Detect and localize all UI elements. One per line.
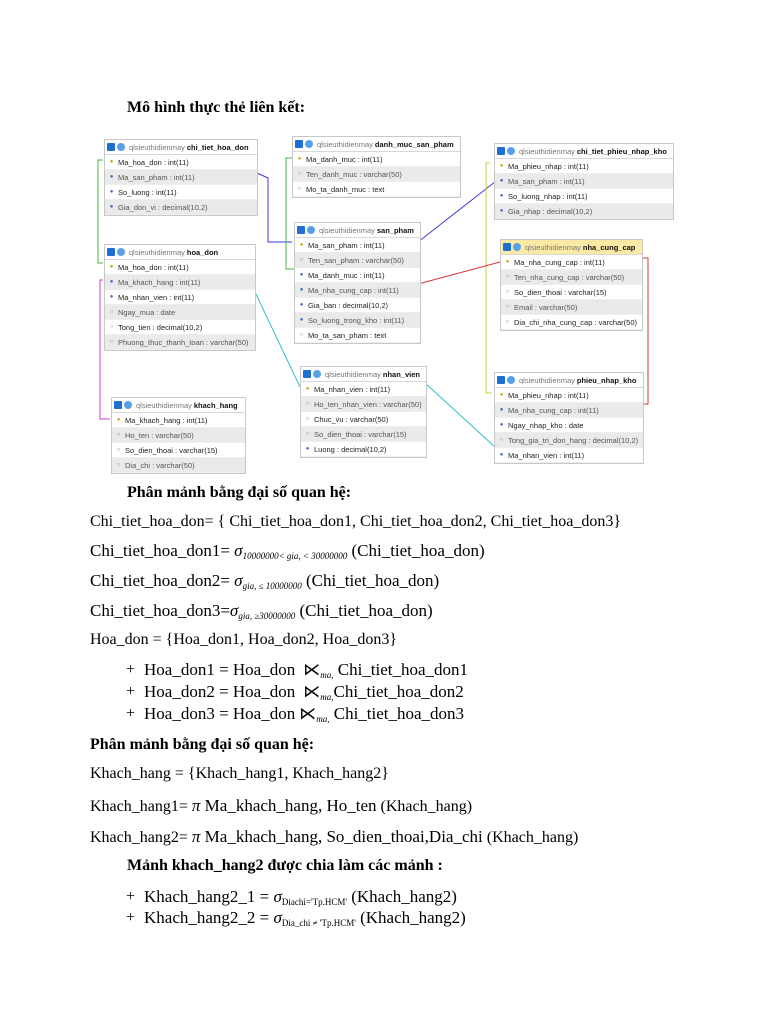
cthd-fragment-1: Chi_tiet_hoa_don1= $\sigma_{10000000< gia, < 30000000}$ (Chi_tiet_hoa_don) <box>90 541 485 561</box>
kh-fragment-1: Khach_hang1= π Ma_khach_hang, Ho_ten (Khach_hang) <box>90 796 473 815</box>
table-hoa-don: qlsieuthidienmay hoa_don ● Ma_hoa_don : int(11) ● Ma_khach_hang : int(11) ● Ma_nhan_vien : int(11) ○ Ngay_mua : date ○ Tong_tien : decimal(10,2) ○ Phuong_thuc_thanh_toan : varchar(50) <box>104 244 256 351</box>
kh-fragment-set: Khach_hang = {Khach_hang1, Khach_hang2} <box>90 765 389 782</box>
bullet-plus: + <box>126 909 136 926</box>
kh-fragment-2: Khach_hang2= π Ma_khach_hang, So_dien_thoai,Dia_chi (Khach_hang) <box>90 827 579 846</box>
hd-fragment-3: Hoa_don3 = Hoa_don $⋉_{ma,}$ Chi_tiet_hoa_don3 <box>144 704 465 724</box>
kh2-fragment-1: Khach_hang2_1 = $\sigma_{Diachi='Tp.HCM'}$ (Khach_hang2) <box>144 887 457 907</box>
er-diagram <box>0 0 768 470</box>
bullet-plus: + <box>126 683 136 700</box>
kh2-fragment-2: Khach_hang2_2 = $\sigma_{Dia\_chi \ne 'Tp.HCM'}$ (Khach_hang2) <box>144 908 466 928</box>
link-cthd-sanpham <box>257 173 292 242</box>
link-ctpnk-phieunhap <box>486 163 492 393</box>
bullet-plus: + <box>126 661 136 678</box>
table-chi-tiet-hoa-don: qlsieuthidienmay chi_tiet_hoa_don ● Ma_hoa_don : int(11) ● Ma_san_pham : int(11) ● So_luong : int(11) ● Gia_don_vi : decimal(10,2) <box>104 139 258 216</box>
hd-fragment-1: Hoa_don1 = Hoa_don $⋉_{ma,}$ Chi_tiet_hoa_don1 <box>144 660 469 680</box>
section-title-er-model: Mô hình thực thẻ liên kết: <box>127 99 306 116</box>
table-san-pham: qlsieuthidienmay san_pham ● Ma_san_pham : int(11) ○ Ten_san_pham : varchar(50) ● Ma_danh_muc : int(11) ● Ma_nha_cung_cap : int(11) ● Gia_ban : decimal(10,2) ● So_luong_trong_kho : int(11) ○ Mo_ta_san_pham : text <box>294 222 421 344</box>
section-title-khach-hang2-split: Mảnh khach_hang2 được chia làm các mảnh : <box>127 857 443 874</box>
table-nha-cung-cap: qlsieuthidienmay nha_cung_cap ● Ma_nha_cung_cap : int(11) ○ Ten_nha_cung_cap : varchar(50) ○ So_dien_thoai : varchar(15) ○ Email : varchar(50) ○ Dia_chi_nha_cung_cap : varchar(50) <box>500 239 643 331</box>
bullet-plus: + <box>126 705 136 722</box>
link-nhacungcap-sanpham <box>418 262 500 284</box>
cthd-fragment-3: $Chi\_tiet\_hoa\_don3=\sigma_{gia, \ge 30000000}$ (Chi_tiet_hoa_don) <box>90 601 433 621</box>
table-danh-muc-san-pham: qlsieuthidienmay danh_muc_san_pham ● Ma_danh_muc : int(11) ○ Ten_danh_muc : varchar(50) ○ Mo_ta_danh_muc : text <box>292 136 461 198</box>
cthd-fragment-set: Chi_tiet_hoa_don= { Chi_tiet_hoa_don1, Chi_tiet_hoa_don2, Chi_tiet_hoa_don3} <box>90 513 622 530</box>
link-cthd-hoadon <box>98 160 103 263</box>
bullet-plus: + <box>126 888 136 905</box>
table-nhan-vien: qlsieuthidienmay nhan_vien ● Ma_nhan_vien : int(11) ○ Ho_ten_nhan_vien : varchar(50) ○ Chuc_vu : varchar(50) ○ So_dien_thoai : varchar(15) ● Luong : decimal(10,2) <box>300 366 427 458</box>
table-phieu-nhap-kho: qlsieuthidienmay phieu_nhap_kho ● Ma_phieu_nhap : int(11) ● Ma_nha_cung_cap : int(11) ● Ngay_nhap_kho : date ○ Tong_gia_tri_don_hang : decimal(10,2) ● Ma_nhan_vien : int(11) <box>494 372 644 464</box>
section-title-fragmentation-2: Phân mảnh bằng đại số quan hệ: <box>90 736 315 753</box>
table-chi-tiet-phieu-nhap-kho: qlsieuthidienmay chi_tiet_phieu_nhap_kho ● Ma_phieu_nhap : int(11) ● Ma_san_pham : int(11) ● So_luong_nhap : int(11) ● Gia_nhap : decimal(10,2) <box>494 143 674 220</box>
section-title-fragmentation-1: Phân mảnh bằng đại số quan hệ: <box>127 484 352 501</box>
cthd-fragment-2: Chi_tiet_hoa_don2= $\sigma_{gia, \le 10000000}$ (Chi_tiet_hoa_don) <box>90 571 440 591</box>
hd-fragment-2: Hoa_don2 = Hoa_don $⋉_{ma,}Chi\_tiet\_hoa\_don2$ <box>144 682 464 702</box>
table-khach-hang: qlsieuthidienmay khach_hang ● Ma_khach_hang : int(11) ○ Ho_ten : varchar(50) ○ So_dien_thoai : varchar(15) ○ Dia_chi : varchar(50) <box>111 397 246 474</box>
hd-fragment-set: Hoa_don = {Hoa_don1, Hoa_don2, Hoa_don3} <box>90 631 398 648</box>
link-nhanvien-phieunhap <box>424 382 496 448</box>
